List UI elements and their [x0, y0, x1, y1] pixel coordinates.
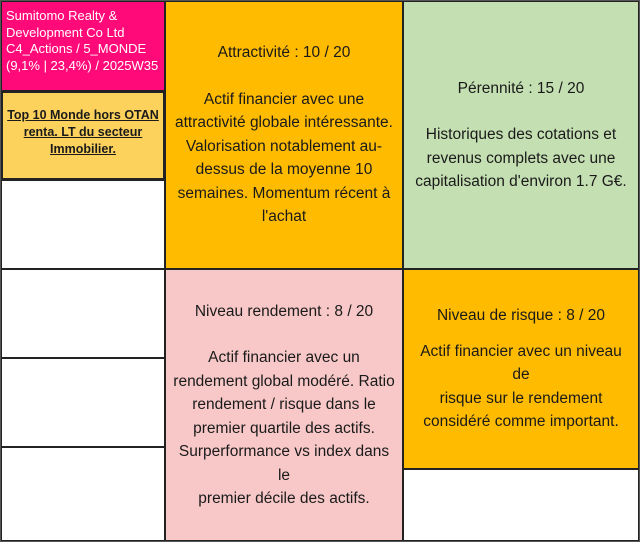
- attractivite-line-1: Actif financier avec une: [203, 90, 365, 108]
- empty-cell-4[interactable]: [1, 447, 165, 541]
- rendement-line-3: rendement / risque dans le: [192, 396, 376, 413]
- title-line-3: C4_Actions / 5_MONDE: [6, 41, 147, 56]
- category-line-3: Immobilier.: [50, 142, 116, 156]
- attractivite-line-4: dessus de la moyenne 10: [195, 161, 373, 179]
- risque-line-1: Actif financier avec un niveau de: [420, 342, 622, 384]
- rendement-line-2: rendement global modéré. Ratio: [173, 372, 395, 390]
- rendement-line-6: premier décile des actifs.: [198, 490, 370, 507]
- rendement-line-4: premier quartile des actifs.: [193, 419, 375, 437]
- category-link-cell[interactable]: [1, 91, 165, 180]
- title-line-2: Development Co Ltd: [6, 24, 125, 40]
- empty-cell-2[interactable]: [1, 269, 165, 358]
- perennite-line-2: revenus complets avec une: [426, 149, 616, 167]
- asset-title-cell[interactable]: [1, 1, 165, 91]
- empty-cell-1[interactable]: [1, 180, 165, 269]
- category-line-1: Top 10 Monde hors OTAN: [7, 108, 159, 122]
- title-line-4: (9,1% | 23,4%) / 2025W35: [6, 57, 159, 73]
- rendement-line-1: Actif financier avec un: [208, 349, 360, 366]
- attractivite-line-3: Valorisation notablement au-: [185, 137, 383, 155]
- risque-score: Niveau de risque : 8 / 20: [436, 307, 606, 325]
- perennite-card[interactable]: [403, 1, 639, 269]
- empty-cell-3[interactable]: [1, 358, 165, 447]
- rendement-score: Niveau rendement : 8 / 20: [194, 302, 374, 320]
- attractivite-line-2: attractivité globale intéressante.: [175, 114, 393, 132]
- rendement-line-5: Surperformance vs index dans le: [178, 443, 390, 484]
- risque-line-3: considéré comme important.: [423, 413, 619, 431]
- perennite-score: Pérennité : 15 / 20: [457, 79, 585, 97]
- perennite-line-3: capitalisation d'environ 1.7 G€.: [415, 173, 627, 190]
- rendement-card[interactable]: [165, 269, 403, 541]
- risque-card[interactable]: [403, 269, 639, 469]
- attractivite-line-6: l'achat: [261, 208, 307, 226]
- perennite-line-1: Historiques des cotations et: [425, 126, 617, 143]
- risque-line-2: risque sur le rendement: [439, 389, 603, 407]
- category-line-2: renta. LT du secteur: [23, 125, 143, 139]
- attractivite-score: Attractivité : 10 / 20: [217, 44, 351, 62]
- title-line-1: Sumitomo Realty &: [6, 8, 118, 23]
- attractivite-card[interactable]: [165, 1, 403, 269]
- attractivite-line-5: semaines. Momentum récent à: [177, 184, 391, 202]
- empty-cell-5[interactable]: [403, 469, 639, 541]
